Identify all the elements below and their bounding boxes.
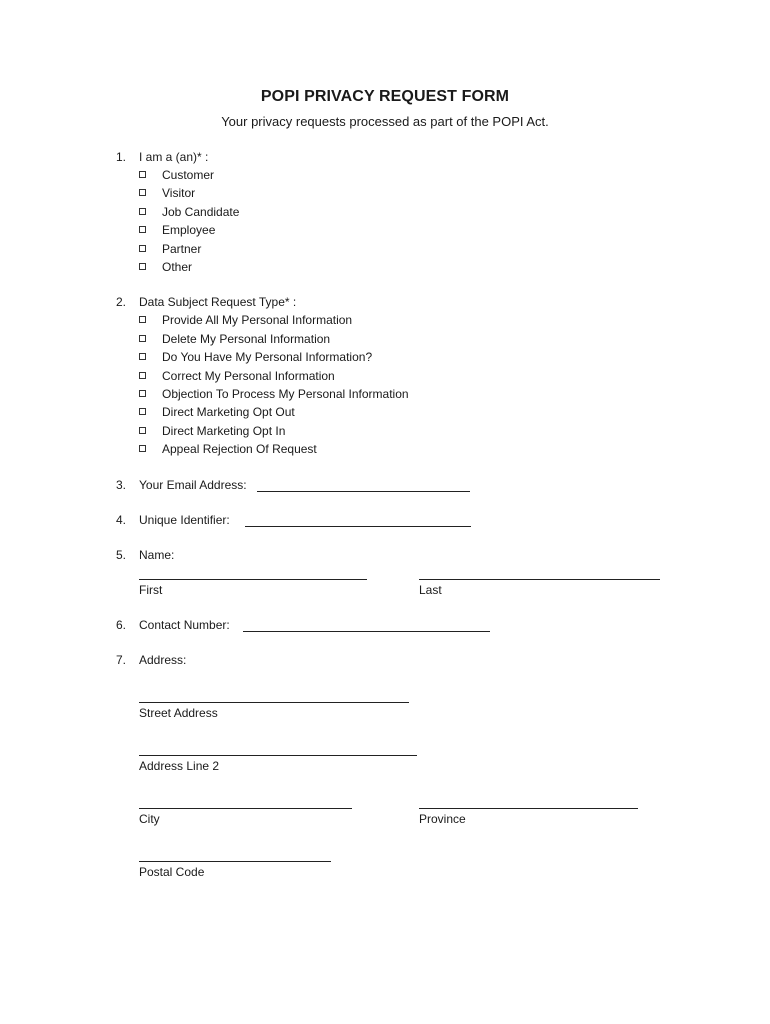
checkbox-objection[interactable] xyxy=(139,390,146,397)
option-label-job-candidate: Job Candidate xyxy=(162,205,240,219)
option-label-have-info: Do You Have My Personal Information? xyxy=(162,350,373,364)
postal-code-caption: Postal Code xyxy=(139,865,205,879)
checkbox-marketing-opt-out[interactable] xyxy=(139,408,146,415)
address-label: Address: xyxy=(139,653,187,667)
street-address-caption: Street Address xyxy=(139,706,218,720)
option-label-visitor: Visitor xyxy=(162,186,196,200)
option-label-partner: Partner xyxy=(162,242,202,256)
question-number-5: 5. xyxy=(116,548,127,562)
checkbox-job-candidate[interactable] xyxy=(139,208,146,215)
question-label-role: I am a (an)* : xyxy=(139,150,209,164)
province-field[interactable] xyxy=(419,808,638,809)
form-title: POPI PRIVACY REQUEST FORM xyxy=(260,88,510,105)
city-caption: City xyxy=(139,812,160,826)
checkbox-partner[interactable] xyxy=(139,245,146,252)
unique-identifier-label: Unique Identifier: xyxy=(139,513,230,527)
option-label-appeal-rejection: Appeal Rejection Of Request xyxy=(162,442,317,456)
city-field[interactable] xyxy=(139,808,352,809)
name-label: Name: xyxy=(139,548,175,562)
checkbox-marketing-opt-in[interactable] xyxy=(139,427,146,434)
address-line-2-caption: Address Line 2 xyxy=(139,759,220,773)
last-name-field[interactable] xyxy=(419,579,660,580)
option-label-marketing-opt-out: Direct Marketing Opt Out xyxy=(162,405,295,419)
option-label-provide-all-info: Provide All My Personal Information xyxy=(162,313,353,327)
question-number-3: 3. xyxy=(116,478,127,492)
option-label-delete-info: Delete My Personal Information xyxy=(162,332,331,346)
province-caption: Province xyxy=(419,812,466,826)
checkbox-other[interactable] xyxy=(139,263,146,270)
question-number-7: 7. xyxy=(116,653,127,667)
email-field[interactable] xyxy=(257,491,470,492)
question-number-6: 6. xyxy=(116,618,127,632)
unique-identifier-field[interactable] xyxy=(245,526,471,527)
question-label-request-type: Data Subject Request Type* : xyxy=(139,295,297,309)
option-label-marketing-opt-in: Direct Marketing Opt In xyxy=(162,424,286,438)
email-label: Your Email Address: xyxy=(139,478,247,492)
question-number-1: 1. xyxy=(116,150,127,164)
question-number-4: 4. xyxy=(116,513,127,527)
street-address-field[interactable] xyxy=(139,702,409,703)
address-line-2-field[interactable] xyxy=(139,755,417,756)
form-subtitle: Your privacy requests processed as part of the POPI Act. xyxy=(221,114,549,129)
option-label-objection: Objection To Process My Personal Information xyxy=(162,387,409,401)
option-label-other: Other xyxy=(162,260,193,274)
checkbox-appeal-rejection[interactable] xyxy=(139,445,146,452)
checkbox-correct-info[interactable] xyxy=(139,372,146,379)
first-name-caption: First xyxy=(139,583,163,597)
contact-number-field[interactable] xyxy=(243,631,490,632)
contact-number-label: Contact Number: xyxy=(139,618,230,632)
checkbox-delete-info[interactable] xyxy=(139,335,146,342)
last-name-caption: Last xyxy=(419,583,442,597)
question-number-2: 2. xyxy=(116,295,127,309)
checkbox-employee[interactable] xyxy=(139,226,146,233)
option-label-correct-info: Correct My Personal Information xyxy=(162,369,335,383)
option-label-customer: Customer xyxy=(162,168,215,182)
checkbox-visitor[interactable] xyxy=(139,189,146,196)
first-name-field[interactable] xyxy=(139,579,367,580)
checkbox-have-info[interactable] xyxy=(139,353,146,360)
option-label-employee: Employee xyxy=(162,223,216,237)
checkbox-customer[interactable] xyxy=(139,171,146,178)
postal-code-field[interactable] xyxy=(139,861,331,862)
checkbox-provide-all-info[interactable] xyxy=(139,316,146,323)
